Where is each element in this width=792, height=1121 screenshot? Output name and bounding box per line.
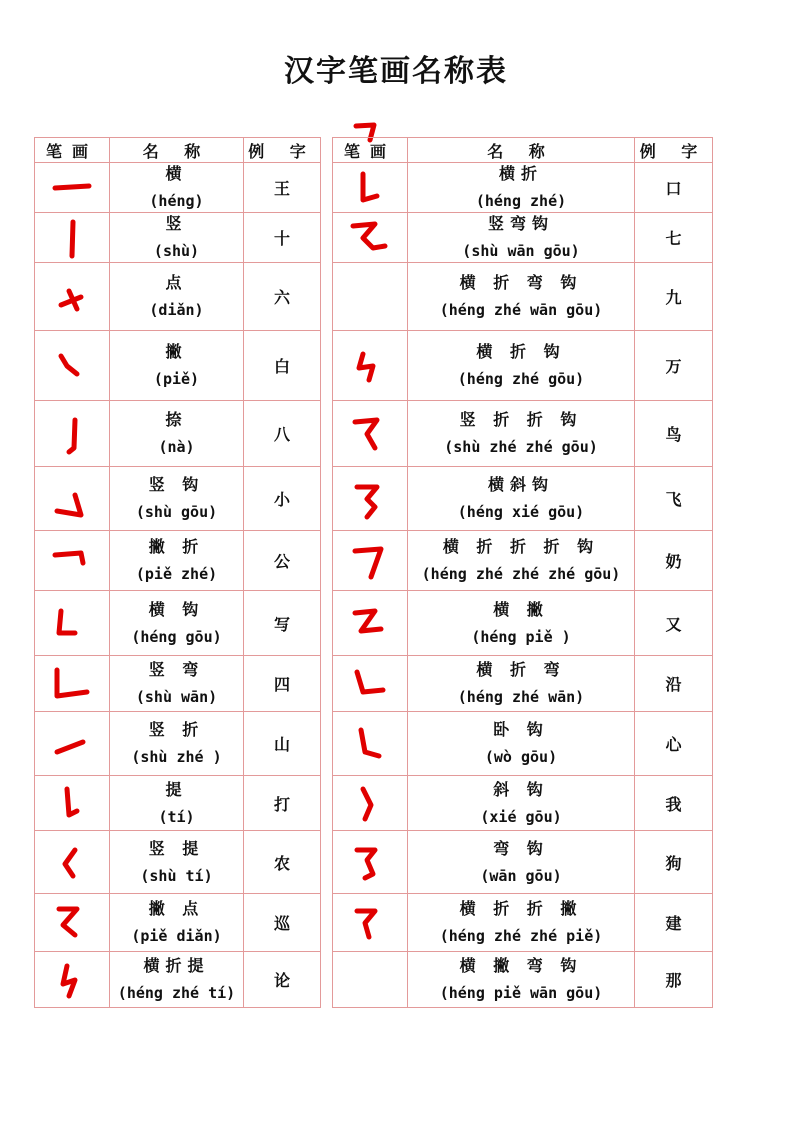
stroke-cell [333, 213, 408, 263]
stroke-name-cell [408, 331, 635, 401]
stroke-pinyin: (shù tí) [140, 866, 213, 885]
heng-zhe-ti-stroke-icon [47, 958, 97, 1002]
stroke-table-left [34, 137, 321, 1008]
table-row [35, 894, 321, 952]
stroke-cell [35, 894, 110, 952]
table-row [333, 776, 713, 831]
dian-stroke-icon [47, 275, 97, 319]
stroke-name-cell [110, 591, 244, 656]
table-row [35, 401, 321, 467]
table-row [35, 331, 321, 401]
shu-stroke-icon [47, 216, 97, 260]
stroke-pinyin: (shù wān gōu) [462, 242, 580, 261]
stroke-pinyin: (diǎn) [149, 301, 204, 320]
table-row [35, 531, 321, 591]
table-row [333, 531, 713, 591]
na-stroke-icon [47, 412, 97, 456]
stroke-name: 横 撇 弯 钩 [459, 956, 583, 976]
stroke-pinyin: (héng zhé wān gōu) [439, 301, 603, 320]
example-char: 奶 [635, 531, 713, 591]
stroke-cell [333, 656, 408, 712]
heng-stroke-icon [47, 166, 97, 210]
stroke-name: 横 折 弯 [476, 660, 566, 680]
header-example: 例 字 [635, 138, 713, 163]
pie-dian-stroke-icon [47, 901, 97, 945]
stroke-pinyin: (piě diǎn) [131, 927, 222, 946]
stroke-name-cell [408, 263, 635, 331]
stroke-pinyin: (piě) [153, 370, 200, 389]
stroke-name-cell [408, 591, 635, 656]
stroke-name: 横 折 折 撇 [459, 899, 583, 919]
stroke-name-cell [408, 163, 635, 213]
stroke-name-cell [110, 894, 244, 952]
stroke-pinyin: (héng xié gōu) [457, 503, 585, 522]
stroke-cell [35, 213, 110, 263]
stroke-name: 横斜钩 [487, 475, 554, 495]
table-row [333, 591, 713, 656]
table-row [333, 213, 713, 263]
stroke-name: 提 [165, 779, 188, 799]
stroke-cell [35, 656, 110, 712]
example-char: 口 [635, 163, 713, 213]
heng-zhe-zhe-zhe-gou-stroke-icon [345, 539, 395, 583]
stroke-cell [333, 591, 408, 656]
example-char: 建 [635, 894, 713, 952]
stroke-cell [35, 263, 110, 331]
heng-zhe-zhe-pie-stroke-icon [345, 901, 395, 945]
stroke-name: 点 [165, 273, 188, 293]
stroke-name-cell [408, 656, 635, 712]
stroke-cell [333, 163, 408, 213]
stroke-pinyin: (nà) [158, 438, 195, 457]
example-char: 九 [635, 263, 713, 331]
stroke-name: 横 [165, 164, 188, 184]
table-row [35, 591, 321, 656]
stroke-name: 卧 钩 [493, 720, 549, 740]
stroke-pinyin: (héng piě wān gōu) [439, 984, 603, 1003]
example-char: 狗 [635, 831, 713, 894]
stroke-name: 横折提 [143, 956, 210, 976]
header-stroke: 笔画 [333, 138, 408, 163]
table-row [333, 263, 713, 331]
stroke-name-cell [110, 831, 244, 894]
stroke-pinyin: (wò gōu) [484, 748, 558, 767]
stroke-name-cell [408, 213, 635, 263]
xie-gou-stroke-icon [345, 781, 395, 825]
stroke-name-cell [408, 531, 635, 591]
shu-zhe-stroke-icon [47, 722, 97, 766]
stroke-cell [333, 712, 408, 776]
stroke-name: 横 撇 [493, 599, 549, 619]
table-row [35, 467, 321, 531]
shu-ti-stroke-icon [47, 840, 97, 884]
table-row [333, 467, 713, 531]
table-row [35, 831, 321, 894]
stroke-name: 竖 钩 [148, 475, 205, 495]
example-char: 那 [635, 952, 713, 1008]
stroke-pinyin: (shù zhé ) [131, 748, 222, 767]
stroke-pinyin: (héng zhé wān) [457, 688, 585, 707]
stroke-cell [333, 531, 408, 591]
table-row [35, 952, 321, 1008]
stroke-pinyin: (piě zhé) [135, 565, 218, 584]
example-char: 白 [244, 331, 321, 401]
stroke-cell [35, 401, 110, 467]
table-row [35, 712, 321, 776]
stroke-name-cell [110, 531, 244, 591]
header-name: 名 称 [110, 138, 244, 163]
table-row [333, 831, 713, 894]
example-char: 心 [635, 712, 713, 776]
stroke-pinyin: (héng zhé) [475, 192, 567, 211]
example-char: 山 [244, 712, 321, 776]
stroke-name: 竖 弯 [148, 660, 205, 680]
table-row [333, 894, 713, 952]
stroke-cell [35, 776, 110, 831]
stroke-name-cell [110, 263, 244, 331]
pie-zhe-stroke-icon [47, 539, 97, 583]
stroke-pinyin: (héng zhé zhé zhé gōu) [421, 565, 621, 584]
stroke-name: 竖 提 [148, 838, 205, 858]
stroke-pinyin: (xié gōu) [480, 807, 562, 826]
stroke-cell [333, 831, 408, 894]
example-char: 王 [244, 163, 321, 213]
example-char: 飞 [635, 467, 713, 531]
example-char: 万 [635, 331, 713, 401]
table-row [35, 163, 321, 213]
stroke-name-cell [110, 331, 244, 401]
header-name: 名 称 [408, 138, 635, 163]
stroke-name: 斜 钩 [493, 779, 549, 799]
stroke-pinyin: (shù zhé zhé gōu) [444, 438, 598, 457]
stroke-pinyin: (héng zhé gōu) [457, 370, 585, 389]
stroke-cell [333, 894, 408, 952]
example-char: 八 [244, 401, 321, 467]
table-row [333, 163, 713, 213]
example-char: 四 [244, 656, 321, 712]
stroke-pinyin: (shù gōu) [135, 503, 218, 522]
stroke-name-cell [408, 467, 635, 531]
stroke-pinyin: (héng piě ) [471, 627, 571, 646]
stroke-name-cell [110, 401, 244, 467]
stroke-cell [35, 163, 110, 213]
stroke-name-cell [110, 656, 244, 712]
stroke-pinyin: (héng gōu) [131, 627, 222, 646]
table-row [333, 656, 713, 712]
stroke-name: 竖 折 折 钩 [459, 410, 583, 430]
stroke-name: 捺 [165, 410, 188, 430]
example-char: 打 [244, 776, 321, 831]
example-char: 写 [244, 591, 321, 656]
stroke-name: 撇 点 [148, 899, 205, 919]
stroke-cell [35, 531, 110, 591]
shu-gou-stroke-icon [47, 477, 97, 521]
heng-zhe-wan-stroke-icon [345, 662, 395, 706]
stroke-name: 横 折 折 折 钩 [442, 537, 600, 557]
table-row [35, 776, 321, 831]
stroke-pinyin: (héng zhé zhé piě) [439, 927, 603, 946]
stroke-name: 横折 [498, 164, 543, 184]
stroke-pinyin: (héng zhé tí) [117, 984, 236, 1003]
stroke-name-cell [408, 776, 635, 831]
stroke-name-cell [110, 712, 244, 776]
stroke-name: 竖 折 [148, 720, 205, 740]
stroke-name: 撇 [165, 342, 188, 362]
stroke-cell [333, 467, 408, 531]
wan-gou-stroke-icon [345, 840, 395, 884]
stroke-pinyin: (shù wān) [135, 688, 218, 707]
stroke-pinyin: (shù) [153, 242, 200, 261]
stroke-name-cell [408, 401, 635, 467]
heng-zhe-stroke-icon [345, 166, 395, 210]
stroke-name: 横 折 钩 [476, 342, 566, 362]
stroke-name-cell [408, 831, 635, 894]
example-char: 公 [244, 531, 321, 591]
shu-wan-gou-stroke-icon [345, 216, 395, 260]
stroke-cell [333, 263, 408, 331]
stroke-name-cell [408, 712, 635, 776]
example-char: 十 [244, 213, 321, 263]
stroke-name-cell [110, 952, 244, 1008]
example-char: 沿 [635, 656, 713, 712]
shu-wan-stroke-icon [47, 662, 97, 706]
stroke-name-cell [110, 467, 244, 531]
stroke-cell [35, 831, 110, 894]
stroke-name: 横 钩 [148, 599, 205, 619]
stroke-name: 撇 折 [148, 537, 205, 557]
table-row [333, 331, 713, 401]
ti-stroke-icon [47, 781, 97, 825]
stroke-pinyin: (héng) [149, 192, 204, 211]
table-row [333, 952, 713, 1008]
table-row [333, 401, 713, 467]
page-title: 汉字笔画名称表 [284, 54, 508, 89]
stroke-name: 横 折 弯 钩 [459, 273, 583, 293]
example-char: 农 [244, 831, 321, 894]
stroke-pinyin: (wān gōu) [480, 866, 562, 885]
header-example: 例 字 [244, 138, 321, 163]
table-row [35, 263, 321, 331]
wo-gou-stroke-icon [345, 722, 395, 766]
pie-stroke-icon [47, 344, 97, 388]
heng-xie-gou-stroke-icon [345, 477, 395, 521]
heng-pie-stroke-icon [345, 601, 395, 645]
example-char: 小 [244, 467, 321, 531]
example-char: 鸟 [635, 401, 713, 467]
stroke-name-cell [408, 952, 635, 1008]
heng-gou-stroke-icon [47, 601, 97, 645]
stroke-name: 竖 [165, 214, 188, 234]
table-row [35, 656, 321, 712]
header-stroke: 笔画 [35, 138, 110, 163]
stroke-cell [333, 331, 408, 401]
stroke-name-cell [110, 776, 244, 831]
stroke-name-cell [110, 163, 244, 213]
stroke-cell [35, 591, 110, 656]
stroke-cell [35, 952, 110, 1008]
stroke-cell [35, 467, 110, 531]
stroke-pinyin: (tí) [158, 807, 195, 826]
stroke-name: 弯 钩 [493, 838, 549, 858]
stroke-cell [333, 952, 408, 1008]
heng-zhe-gou-stroke-icon [345, 344, 395, 388]
stroke-cell [333, 776, 408, 831]
example-char: 我 [635, 776, 713, 831]
example-char: 七 [635, 213, 713, 263]
example-char: 巡 [244, 894, 321, 952]
stroke-name-cell [408, 894, 635, 952]
example-char: 论 [244, 952, 321, 1008]
stroke-table-right [332, 137, 713, 1008]
stroke-name-cell [110, 213, 244, 263]
shu-zhe-zhe-gou-stroke-icon [345, 412, 395, 456]
stroke-cell [35, 712, 110, 776]
example-char: 又 [635, 591, 713, 656]
stroke-cell [35, 331, 110, 401]
table-row [35, 213, 321, 263]
example-char: 六 [244, 263, 321, 331]
stroke-cell [333, 401, 408, 467]
table-row [333, 712, 713, 776]
stroke-name: 竖弯钩 [487, 214, 554, 234]
